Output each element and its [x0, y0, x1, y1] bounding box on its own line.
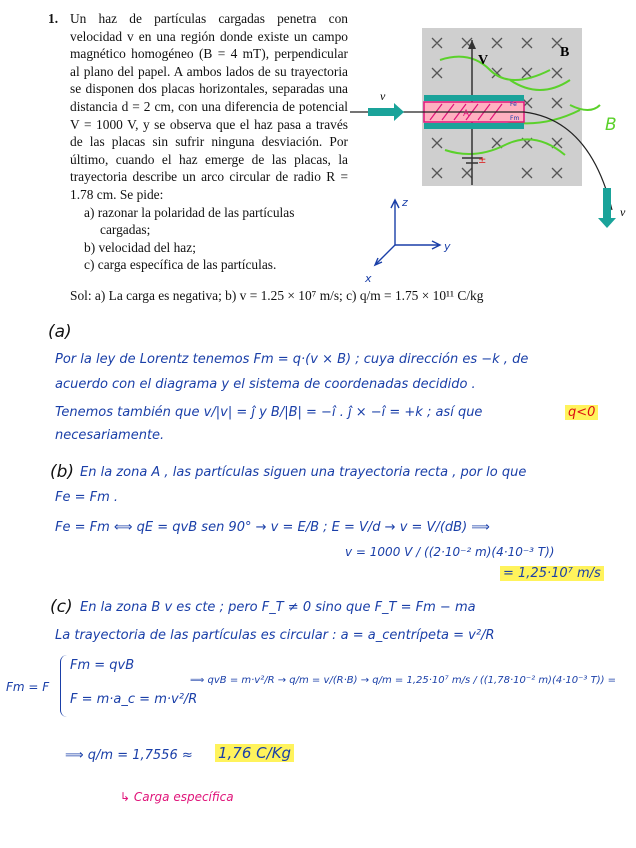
- label-fm: Fm: [510, 115, 520, 122]
- lower-plate: [424, 123, 524, 129]
- question-item: b) velocidad del haz;: [84, 239, 196, 255]
- part-b-line1: En la zona A , las partículas siguen una trayectoria recta , por lo que: [80, 465, 527, 480]
- axis-y: y: [444, 240, 451, 253]
- axis-x: x: [365, 272, 372, 285]
- label-zone-a: A: [463, 109, 470, 119]
- part-c-result: ⟹ q/m = 1,7556 ≈: [65, 748, 193, 763]
- part-b-label: (b): [50, 462, 75, 482]
- label-v-in: v: [380, 89, 386, 103]
- arrow-icon: [598, 188, 616, 228]
- part-c-note: ↳ Carga específica: [120, 790, 234, 804]
- part-a-label: (a): [48, 322, 72, 342]
- solution-line: Sol: a) La carga es negativa; b) v = 1.25 × 10⁷ m/s; c) q/m = 1.75 × 10¹¹ C/kg: [70, 288, 484, 303]
- question-item: a) razonar la polaridad de las partículas cargadas;: [84, 204, 295, 238]
- part-b-result: v = 1000 V / ((2·10⁻² m)(4·10⁻³ T)): [345, 545, 555, 559]
- part-c-line2: La trayectoria de las partículas es circular : a = a_centrípeta = v²/R: [55, 628, 495, 643]
- part-c-eq2: F = m·a_c = m·v²/R: [70, 692, 198, 707]
- part-a-line1: Por la ley de Lorentz tenemos Fm = q·(v × B) ; cuya dirección es −k , de: [55, 352, 529, 367]
- axis-z: z: [402, 196, 408, 209]
- part-b-line3: Fe = Fm ⟺ qE = qvB sen 90° → v = E/B ; E = V/d → v = V/(dB) ⟹: [55, 520, 490, 535]
- part-c-chain: ⟹ qvB = m·v²/R → q/m = v/(R·B) → q/m = 1,25·10⁷ m/s / ((1,78·10⁻² m)(4·10⁻³ T)) =: [190, 675, 617, 686]
- problem-block: [48, 10, 348, 274]
- part-c-eq1: Fm = qvB: [70, 658, 135, 673]
- problem-statement: Un haz de partículas cargadas penetra con velocidad v en una región donde existe un campo magnético homogéneo (B = 4 mT), perpendicular al plano del papel. A ambos lados de su trayectoria se disponen dos placas horizontales, separadas una distancia d = 2 cm, con una diferencia de potencial V = 1000 V, y se observa que el haz pasa a través de las placas sin sufrir ninguna desviación. Por último, cuando el haz emerge de las placas, la trayectoria describe un arco circular de radio R = 1.78 cm. Se pide:: [70, 11, 348, 202]
- problem-number: 1.: [48, 11, 59, 26]
- label-v-out: v: [620, 205, 626, 219]
- question-item: c) carga específica de las partículas.: [84, 257, 277, 273]
- part-c-line1: En la zona B v es cte ; pero F_T ≠ 0 sino que F_T = Fm − ma: [80, 600, 476, 615]
- label-fe: Fe: [510, 101, 517, 108]
- label-zone-b: B: [605, 115, 617, 135]
- part-a-conclusion: q<0: [565, 405, 598, 420]
- label-b: B: [560, 45, 570, 60]
- part-b-final: = 1,25·10⁷ m/s: [500, 566, 604, 581]
- equation-brace: [60, 655, 67, 717]
- axes: [375, 200, 440, 265]
- arrow-icon: [368, 103, 404, 121]
- part-a-line2: acuerdo con el diagrama y el sistema de coordenadas decidido .: [55, 377, 476, 392]
- part-c-label: (c): [50, 597, 73, 617]
- plus-minus-sign: ±: [478, 155, 487, 166]
- part-c-final: 1,76 C/Kg: [215, 744, 294, 762]
- part-a-line3: Tenemos también que v/|v| = ĵ y B/|B| = −î . ĵ × −î = +k ; así que: [55, 405, 483, 420]
- part-a-line4: necesariamente.: [55, 428, 165, 443]
- upper-plate: [424, 95, 524, 101]
- label-v: V: [478, 53, 489, 68]
- question-list: [84, 204, 348, 274]
- part-c-side-label: Fm = F: [6, 680, 50, 694]
- part-b-line2: Fe = Fm .: [55, 490, 119, 505]
- magnetic-field-figure: [350, 20, 636, 290]
